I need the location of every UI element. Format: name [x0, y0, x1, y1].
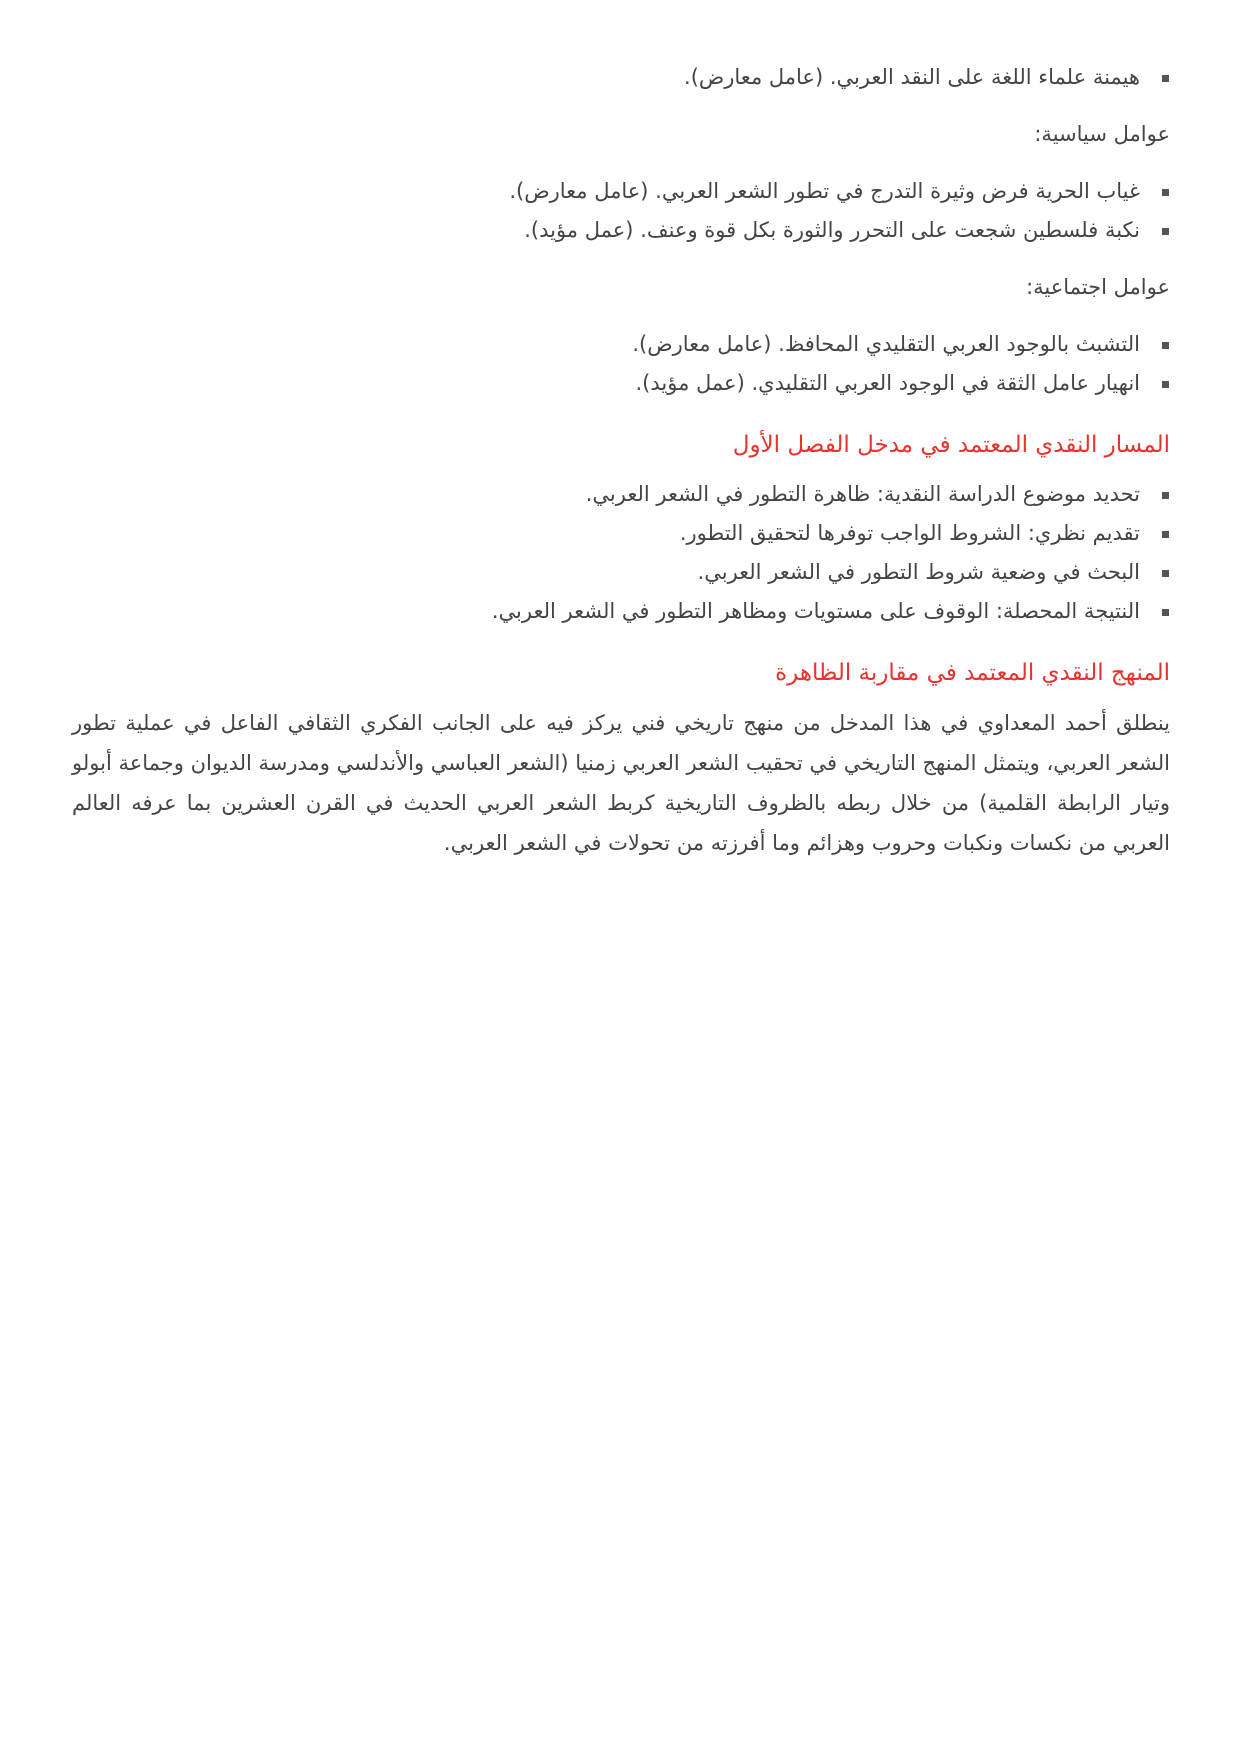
square-bullet-icon	[1162, 492, 1169, 499]
list-item	[72, 475, 1140, 514]
political-factors-label: عوامل سياسية:	[1034, 122, 1170, 146]
list-item	[72, 592, 1140, 631]
list-item	[72, 172, 1140, 211]
list-item	[72, 364, 1140, 403]
critical-method-heading: المنهج النقدي المعتمد في مقاربة الظاهرة	[775, 660, 1170, 686]
square-bullet-icon	[1162, 228, 1169, 235]
document-page	[72, 58, 1170, 863]
list-item	[72, 553, 1140, 592]
square-bullet-icon	[1162, 531, 1169, 538]
list-item-text: التشبث بالوجود العربي التقليدي المحافظ. (عامل معارض).	[632, 332, 1140, 356]
list-item-text: النتيجة المحصلة: الوقوف على مستويات ومظاهر التطور في الشعر العربي.	[491, 599, 1140, 623]
square-bullet-icon	[1162, 189, 1169, 196]
language-factors-list	[72, 58, 1170, 97]
list-item-text: انهيار عامل الثقة في الوجود العربي التقليدي. (عمل مؤيد).	[635, 371, 1140, 395]
critical-method-paragraph: ينطلق أحمد المعداوي في هذا المدخل من منهج تاريخي فني يركز فيه على الجانب الفكري الثقافي الفاعل في عملية تطور الشعر العربي، ويتمثل المنهج التاريخي في تحقيب الشعر العربي زمنيا (الشعر العباسي والأندلسي ومدرسة الديوان وجماعة أبولو وتيار الرابطة القلمية) من خلال ربطه بالظروف التاريخية كربط الشعر العربي الحديث في القرن العشرين بما عرفه العالم العربي من نكسات ونكبات وحروب وهزائم وما أفرزته من تحولات في الشعر العربي.	[72, 711, 1170, 855]
critical-path-heading: المسار النقدي المعتمد في مدخل الفصل الأول	[732, 432, 1170, 458]
list-item	[72, 58, 1140, 97]
list-item-text: هيمنة علماء اللغة على النقد العربي. (عامل معارض).	[684, 65, 1140, 89]
square-bullet-icon	[1162, 570, 1169, 577]
list-item-text: تقديم نظري: الشروط الواجب توفرها لتحقيق التطور.	[679, 521, 1140, 545]
square-bullet-icon	[1162, 75, 1169, 82]
list-item-text: البحث في وضعية شروط التطور في الشعر العربي.	[697, 560, 1140, 584]
political-factors-list	[72, 172, 1170, 250]
list-item-text: نكبة فلسطين شجعت على التحرر والثورة بكل قوة وعنف. (عمل مؤيد).	[524, 218, 1140, 242]
list-item	[72, 211, 1140, 250]
list-item	[72, 325, 1140, 364]
critical-path-list	[72, 475, 1170, 631]
social-factors-label: عوامل اجتماعية:	[1026, 275, 1170, 299]
social-factors-list	[72, 325, 1170, 403]
list-item	[72, 514, 1140, 553]
square-bullet-icon	[1162, 381, 1169, 388]
square-bullet-icon	[1162, 342, 1169, 349]
square-bullet-icon	[1162, 609, 1169, 616]
list-item-text: تحديد موضوع الدراسة النقدية: ظاهرة التطور في الشعر العربي.	[585, 482, 1140, 506]
list-item-text: غياب الحرية فرض وثيرة التدرج في تطور الشعر العربي. (عامل معارض).	[509, 179, 1140, 203]
